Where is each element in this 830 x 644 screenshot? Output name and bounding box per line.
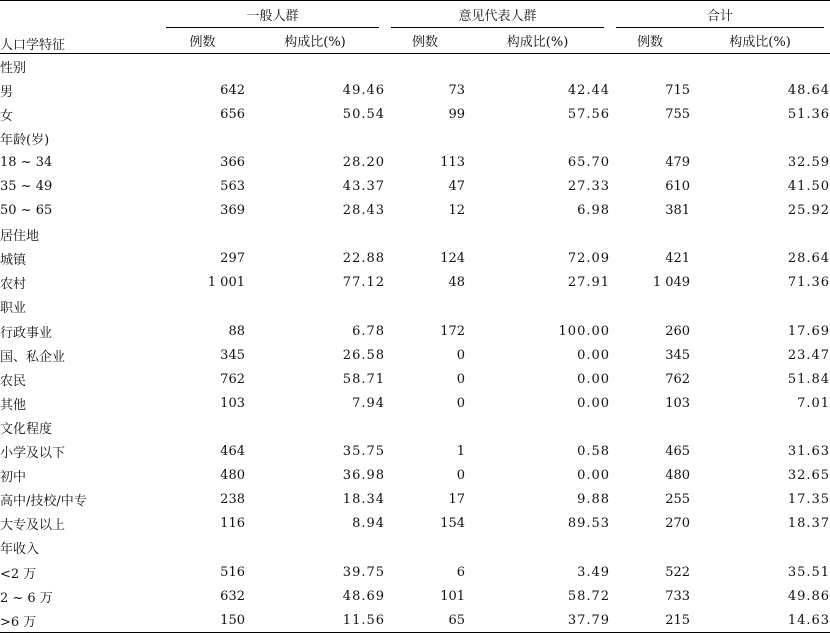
count-cell: 17 bbox=[448, 492, 466, 508]
count-cell: 516 bbox=[220, 564, 245, 580]
pct-cell: 23.47 bbox=[787, 347, 830, 363]
category-row bbox=[0, 54, 830, 79]
row-label: 国、私企业 bbox=[0, 349, 66, 365]
empty-cell bbox=[465, 295, 610, 319]
count-cell: 99 bbox=[448, 106, 466, 122]
header-count: 例数 bbox=[189, 35, 216, 50]
header-pct: 构成比(%) bbox=[506, 35, 569, 50]
count-cell: 1 049 bbox=[652, 275, 691, 291]
count-cell: 113 bbox=[440, 154, 466, 170]
empty-cell bbox=[245, 126, 385, 150]
count-cell: 65 bbox=[448, 612, 466, 628]
pct-cell: 28.64 bbox=[787, 251, 830, 267]
empty-cell bbox=[690, 126, 830, 150]
count-cell: 215 bbox=[665, 612, 691, 628]
category-row bbox=[0, 415, 830, 439]
empty-cell bbox=[690, 536, 830, 560]
empty-cell bbox=[160, 295, 245, 319]
empty-cell bbox=[465, 536, 610, 560]
header-count: 例数 bbox=[637, 35, 664, 50]
count-cell: 47 bbox=[448, 179, 466, 195]
pct-cell: 58.71 bbox=[342, 371, 386, 387]
empty-cell bbox=[610, 415, 690, 439]
row-label: 高中/技校/中专 bbox=[0, 494, 87, 510]
empty-cell bbox=[245, 415, 385, 439]
header-pct: 构成比(%) bbox=[284, 35, 346, 50]
count-cell: 116 bbox=[220, 516, 245, 532]
count-cell: 88 bbox=[228, 323, 245, 339]
pct-cell: 28.43 bbox=[342, 203, 386, 219]
pct-cell: 48.69 bbox=[342, 588, 386, 604]
count-cell: 345 bbox=[220, 347, 245, 363]
count-cell: 480 bbox=[665, 468, 691, 484]
count-cell: 1 bbox=[456, 444, 466, 460]
category-row bbox=[0, 223, 830, 247]
table-row bbox=[0, 319, 830, 343]
pct-cell: 28.20 bbox=[342, 154, 386, 170]
count-cell: 172 bbox=[440, 323, 466, 339]
table-row bbox=[0, 440, 830, 464]
pct-cell: 49.86 bbox=[787, 588, 830, 604]
count-cell: 464 bbox=[220, 444, 245, 460]
count-cell: 154 bbox=[440, 516, 466, 532]
pct-cell: 0.00 bbox=[577, 347, 611, 363]
pct-cell: 0.00 bbox=[577, 468, 611, 484]
category-label: 性别 bbox=[0, 60, 27, 76]
count-cell: 103 bbox=[220, 395, 245, 411]
pct-cell: 51.36 bbox=[787, 106, 830, 122]
empty-cell bbox=[245, 536, 385, 560]
count-cell: 0 bbox=[456, 347, 466, 363]
count-cell: 124 bbox=[440, 251, 466, 267]
row-label: 大专及以上 bbox=[0, 518, 66, 534]
empty-cell bbox=[160, 223, 245, 247]
pct-cell: 39.75 bbox=[342, 564, 386, 580]
pct-cell: 72.09 bbox=[567, 251, 611, 267]
table-row bbox=[0, 391, 830, 415]
count-cell: 255 bbox=[665, 492, 691, 508]
empty-cell bbox=[245, 223, 385, 247]
empty-cell bbox=[610, 54, 690, 79]
row-label: 农村 bbox=[0, 277, 27, 293]
pct-cell: 0.00 bbox=[577, 395, 611, 411]
count-cell: 480 bbox=[220, 468, 245, 484]
count-cell: 366 bbox=[220, 154, 245, 170]
pct-cell: 27.33 bbox=[567, 179, 611, 195]
pct-cell: 48.64 bbox=[787, 82, 830, 98]
header-pct: 构成比(%) bbox=[729, 35, 791, 50]
count-cell: 762 bbox=[665, 371, 691, 387]
category-row bbox=[0, 295, 830, 319]
table-body bbox=[0, 54, 830, 633]
empty-cell bbox=[690, 295, 830, 319]
table-row bbox=[0, 247, 830, 271]
empty-cell bbox=[690, 415, 830, 439]
pct-cell: 42.44 bbox=[567, 82, 611, 98]
pct-cell: 65.70 bbox=[567, 154, 611, 170]
pct-cell: 27.91 bbox=[567, 275, 611, 291]
pct-cell: 36.98 bbox=[342, 468, 386, 484]
pct-cell: 22.88 bbox=[342, 251, 386, 267]
pct-cell: 25.92 bbox=[787, 203, 830, 219]
category-row bbox=[0, 536, 830, 560]
pct-cell: 41.50 bbox=[787, 179, 830, 195]
empty-cell bbox=[385, 126, 465, 150]
count-cell: 369 bbox=[220, 203, 245, 219]
pct-cell: 17.69 bbox=[787, 323, 830, 339]
row-label: 女 bbox=[0, 108, 14, 124]
count-cell: 103 bbox=[665, 395, 691, 411]
pct-cell: 8.94 bbox=[352, 516, 386, 532]
count-cell: 0 bbox=[456, 468, 466, 484]
header-count: 例数 bbox=[412, 35, 439, 50]
empty-cell bbox=[690, 223, 830, 247]
count-cell: 610 bbox=[665, 179, 691, 195]
empty-cell bbox=[160, 54, 245, 79]
pct-cell: 11.56 bbox=[342, 612, 386, 628]
pct-cell: 89.53 bbox=[567, 516, 611, 532]
pct-cell: 6.98 bbox=[577, 203, 611, 219]
table-row bbox=[0, 343, 830, 367]
count-cell: 733 bbox=[665, 588, 691, 604]
count-cell: 260 bbox=[665, 323, 691, 339]
table-row bbox=[0, 199, 830, 223]
empty-cell bbox=[610, 126, 690, 150]
pct-cell: 9.88 bbox=[577, 492, 611, 508]
header-demographic: 人口学特征 bbox=[0, 1, 160, 54]
count-cell: 479 bbox=[665, 154, 691, 170]
pct-cell: 35.75 bbox=[342, 444, 386, 460]
count-cell: 465 bbox=[665, 444, 691, 460]
row-label: 城镇 bbox=[0, 253, 27, 269]
count-cell: 73 bbox=[448, 82, 466, 98]
empty-cell bbox=[465, 126, 610, 150]
empty-cell bbox=[465, 54, 610, 79]
pct-cell: 58.72 bbox=[567, 588, 611, 604]
table-row bbox=[0, 367, 830, 391]
count-cell: 150 bbox=[220, 612, 245, 628]
table-row bbox=[0, 464, 830, 488]
table-row bbox=[0, 150, 830, 174]
table-row bbox=[0, 584, 830, 608]
pct-cell: 51.84 bbox=[787, 371, 830, 387]
empty-cell bbox=[610, 295, 690, 319]
table-row bbox=[0, 608, 830, 633]
row-label: 初中 bbox=[0, 470, 27, 486]
count-cell: 345 bbox=[665, 347, 691, 363]
pct-cell: 3.49 bbox=[577, 564, 611, 580]
row-label: 2 ~ 6 万 bbox=[0, 590, 53, 606]
empty-cell bbox=[245, 54, 385, 79]
pct-cell: 26.58 bbox=[342, 347, 386, 363]
row-label: 行政事业 bbox=[0, 325, 53, 341]
count-cell: 656 bbox=[220, 106, 245, 122]
count-cell: 421 bbox=[665, 251, 691, 267]
row-label: >6 万 bbox=[0, 614, 37, 630]
pct-cell: 50.54 bbox=[342, 106, 386, 122]
count-cell: 238 bbox=[220, 492, 245, 508]
count-cell: 632 bbox=[220, 588, 245, 604]
empty-cell bbox=[245, 295, 385, 319]
header-group-total: 合计 bbox=[610, 1, 830, 29]
pct-cell: 43.37 bbox=[342, 179, 386, 195]
pct-cell: 49.46 bbox=[342, 82, 386, 98]
table-row bbox=[0, 560, 830, 584]
table-row bbox=[0, 488, 830, 512]
count-cell: 6 bbox=[456, 564, 466, 580]
pct-cell: 18.34 bbox=[342, 492, 386, 508]
category-row bbox=[0, 126, 830, 150]
row-label: 35 ~ 49 bbox=[0, 179, 53, 195]
pct-cell: 35.51 bbox=[787, 564, 830, 580]
pct-cell: 71.36 bbox=[787, 275, 830, 291]
empty-cell bbox=[610, 223, 690, 247]
count-cell: 0 bbox=[456, 395, 466, 411]
empty-cell bbox=[385, 536, 465, 560]
count-cell: 715 bbox=[665, 82, 691, 98]
empty-cell bbox=[385, 223, 465, 247]
table-row bbox=[0, 102, 830, 126]
row-label: 50 ~ 65 bbox=[0, 203, 53, 219]
pct-cell: 7.01 bbox=[797, 395, 830, 411]
row-label: <2 万 bbox=[0, 566, 37, 582]
empty-cell bbox=[385, 415, 465, 439]
empty-cell bbox=[465, 415, 610, 439]
pct-cell: 32.59 bbox=[787, 154, 830, 170]
empty-cell bbox=[160, 126, 245, 150]
category-label: 年收入 bbox=[0, 542, 40, 558]
row-label: 18 ~ 34 bbox=[0, 154, 53, 170]
table-row bbox=[0, 78, 830, 102]
row-label: 农民 bbox=[0, 373, 27, 389]
count-cell: 270 bbox=[665, 516, 691, 532]
empty-cell bbox=[465, 223, 610, 247]
count-cell: 1 001 bbox=[207, 275, 245, 291]
pct-cell: 31.63 bbox=[787, 444, 830, 460]
pct-cell: 14.63 bbox=[787, 612, 830, 628]
row-label: 其他 bbox=[0, 397, 27, 413]
empty-cell bbox=[160, 536, 245, 560]
empty-cell bbox=[385, 54, 465, 79]
pct-cell: 0.58 bbox=[577, 444, 611, 460]
empty-cell bbox=[160, 415, 245, 439]
pct-cell: 0.00 bbox=[577, 371, 611, 387]
count-cell: 755 bbox=[665, 106, 691, 122]
empty-cell bbox=[610, 536, 690, 560]
count-cell: 381 bbox=[665, 203, 691, 219]
table-row bbox=[0, 512, 830, 536]
category-label: 职业 bbox=[0, 301, 27, 317]
pct-cell: 7.94 bbox=[352, 395, 386, 411]
pct-cell: 6.78 bbox=[352, 323, 386, 339]
row-label: 男 bbox=[0, 84, 14, 100]
pct-cell: 57.56 bbox=[567, 106, 611, 122]
pct-cell: 32.65 bbox=[787, 468, 830, 484]
pct-cell: 100.00 bbox=[558, 323, 611, 339]
empty-cell bbox=[385, 295, 465, 319]
pct-cell: 17.35 bbox=[787, 492, 830, 508]
count-cell: 762 bbox=[220, 371, 245, 387]
count-cell: 522 bbox=[665, 564, 691, 580]
pct-cell: 37.79 bbox=[567, 612, 611, 628]
count-cell: 563 bbox=[220, 179, 245, 195]
pct-cell: 18.37 bbox=[787, 516, 830, 532]
count-cell: 101 bbox=[440, 588, 466, 604]
header-group-general: 一般人群 bbox=[160, 1, 385, 29]
count-cell: 12 bbox=[448, 203, 466, 219]
pct-cell: 77.12 bbox=[342, 275, 386, 291]
category-label: 年龄(岁) bbox=[0, 132, 50, 148]
count-cell: 48 bbox=[448, 275, 466, 291]
count-cell: 0 bbox=[456, 371, 466, 387]
count-cell: 642 bbox=[220, 82, 245, 98]
category-label: 文化程度 bbox=[0, 421, 53, 437]
table-row bbox=[0, 271, 830, 295]
table-row bbox=[0, 174, 830, 198]
row-label: 小学及以下 bbox=[0, 446, 66, 462]
count-cell: 297 bbox=[220, 251, 245, 267]
empty-cell bbox=[690, 54, 830, 79]
header-group-opinion: 意见代表人群 bbox=[385, 1, 610, 29]
category-label: 居住地 bbox=[0, 229, 40, 245]
